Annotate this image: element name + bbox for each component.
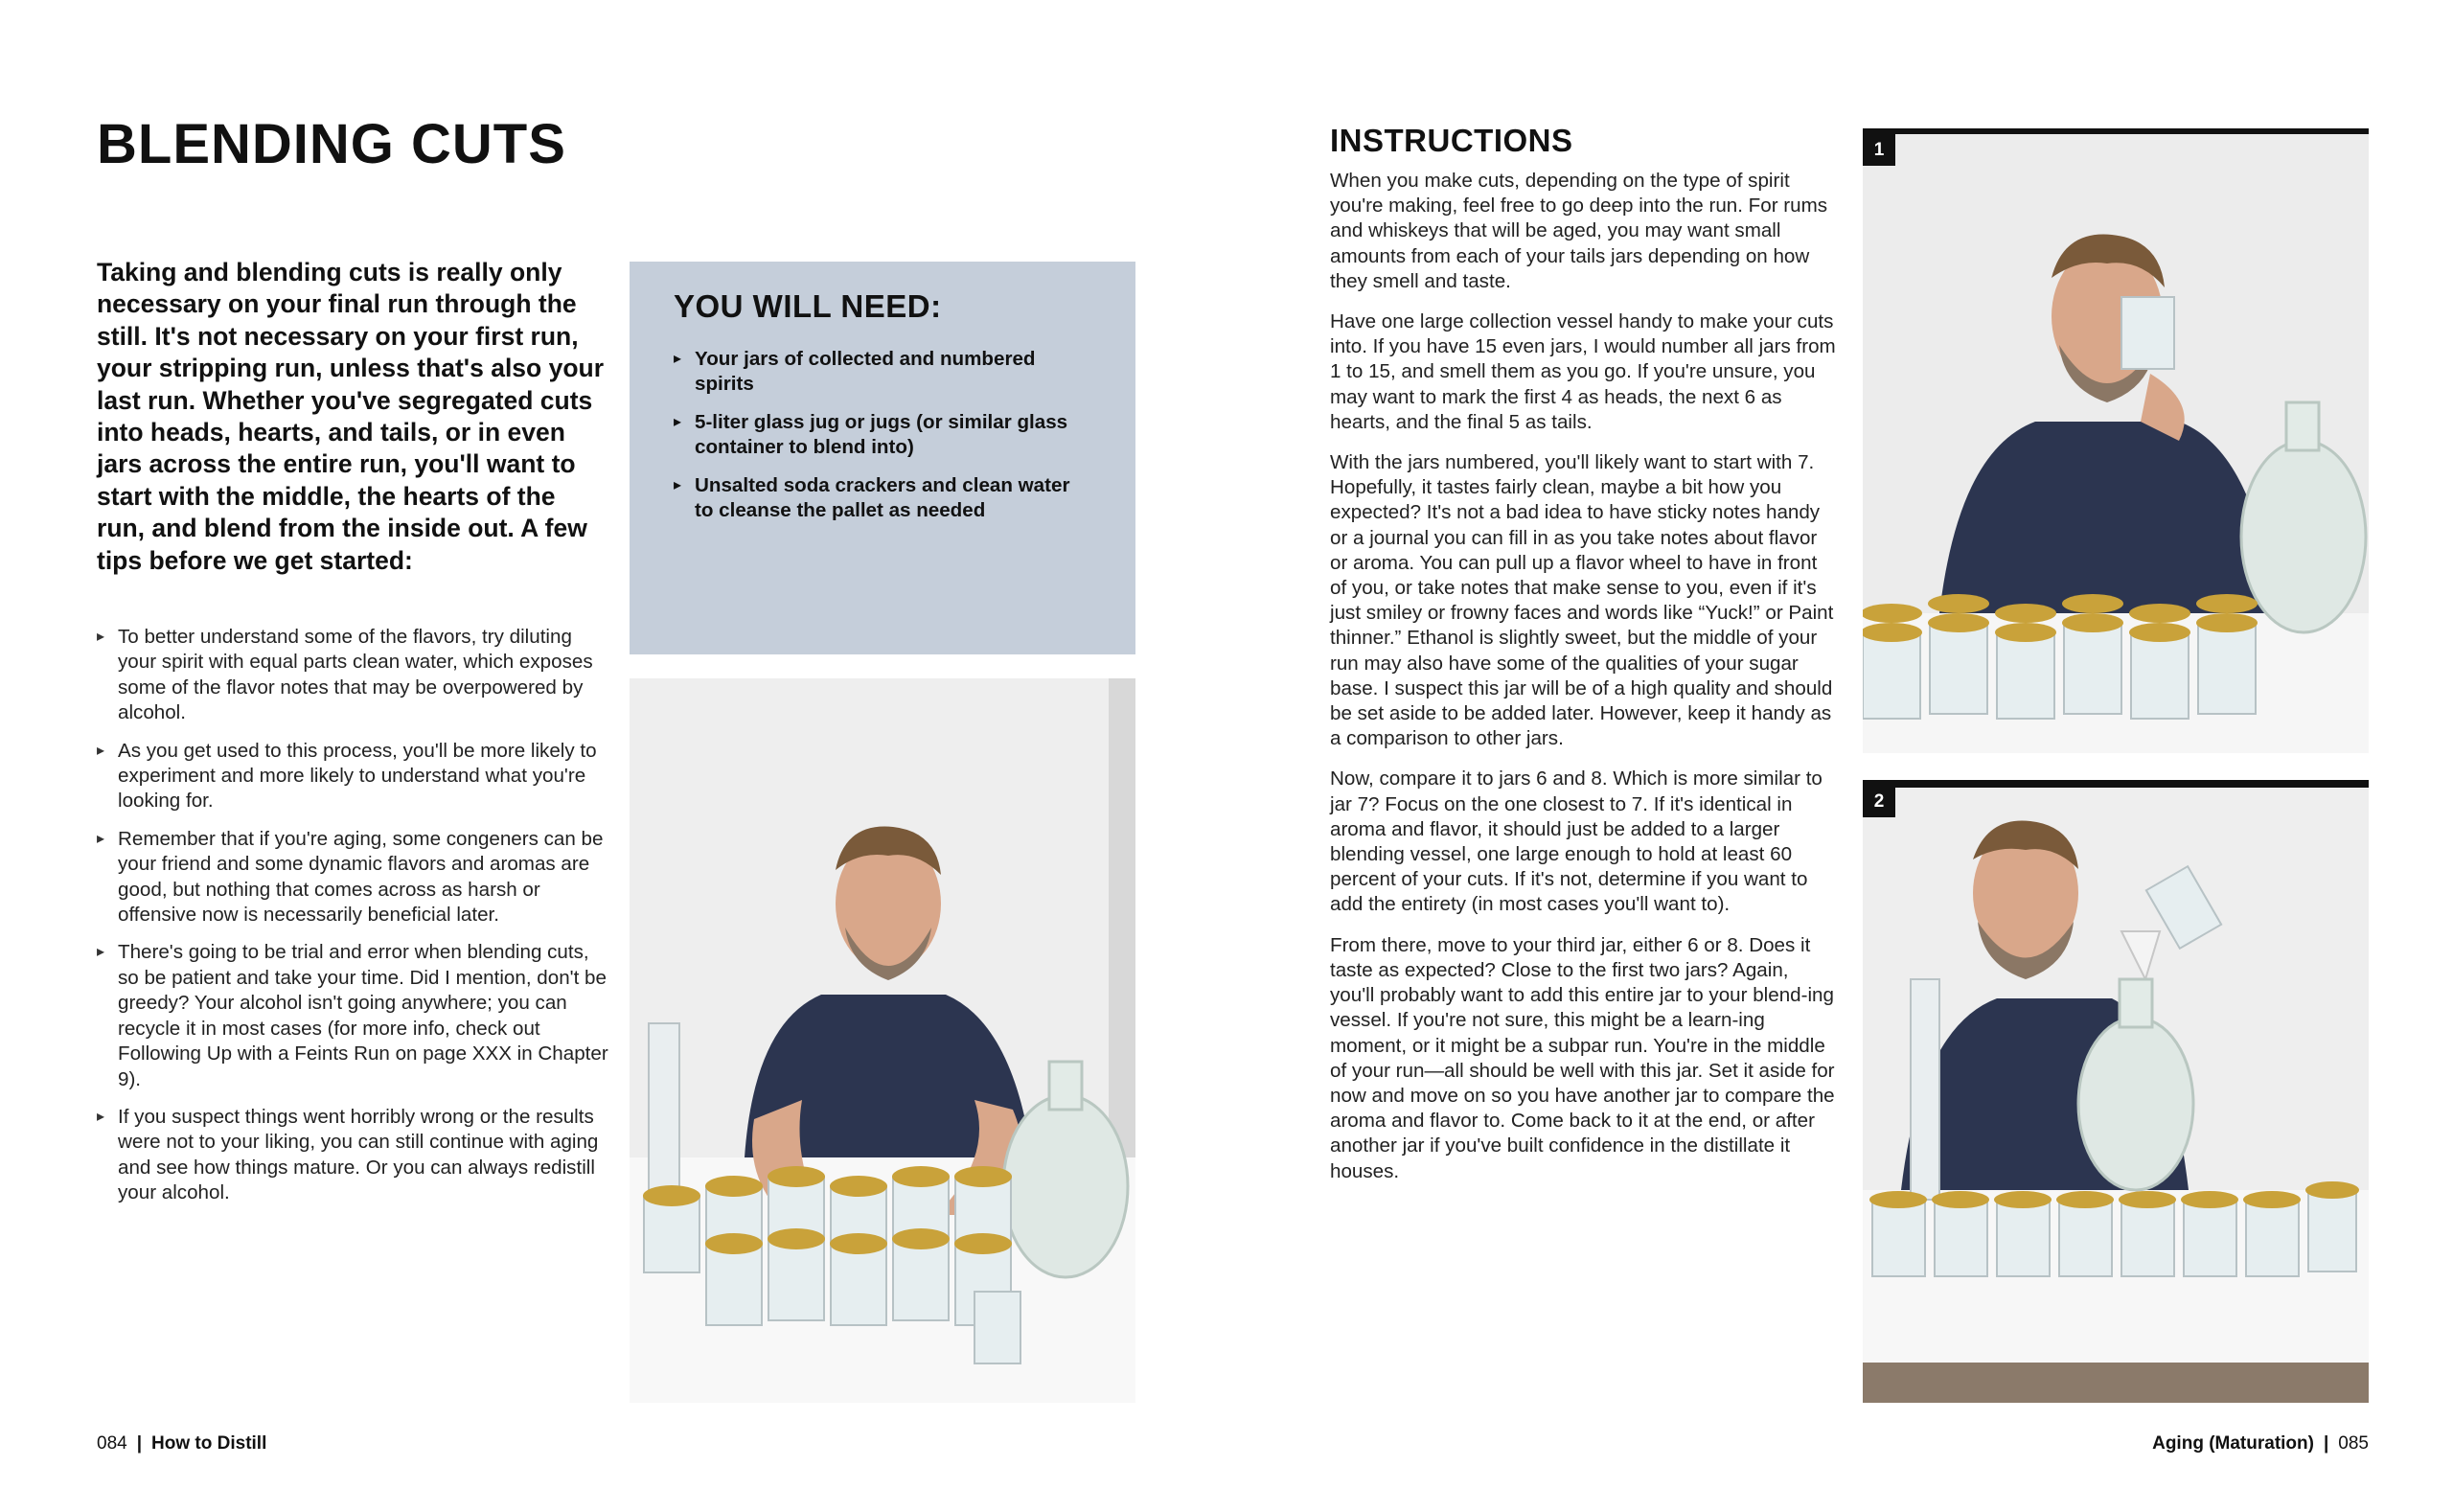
step-1-label: 1	[1863, 134, 1895, 166]
tips-list	[97, 625, 614, 1219]
tip-item: ▸ There's going to be trial and error when blending cuts, so be patient and take your time. Did I mention, don't be greedy? Your alcohol isn't going anywhere; you can recycle it in most cases (for more info, check out Following Up with a Feints Run on page XXX in Chapter 9).	[97, 940, 614, 1091]
need-item: ▸ Your jars of collected and numbered spirits	[674, 347, 1091, 398]
tip-item: ▸ As you get used to this process, you'll be more likely to experiment and more likely to understand what you're looking for.	[97, 739, 614, 814]
page-title: BLENDING CUTS	[97, 113, 566, 175]
chapter-title: Aging (Maturation)	[2152, 1433, 2314, 1454]
footer-separator: |	[136, 1433, 143, 1454]
instruction-paragraph: Now, compare it to jars 6 and 8. Which is more similar to jar 7? Focus on the one closest to 7. If it's identical in aroma and flavor, it should just be added to a larger blending vessel, one large enough to hold at least 60 percent of your cuts. If it's not, determine if you want to add the entirety (in most cases you'll want to).	[1330, 767, 1823, 916]
book-title: How to Distill	[151, 1433, 267, 1454]
instructions-body	[1330, 169, 1838, 1200]
instructions-title: INSTRUCTIONS	[1330, 123, 1573, 158]
page-number-left: 084	[97, 1433, 127, 1454]
need-item: ▸ 5-liter glass jug or jugs (or similar glass container to blend into)	[674, 410, 1091, 461]
footer-separator: |	[2323, 1433, 2329, 1454]
you-will-need-title: YOU WILL NEED:	[674, 288, 942, 324]
photo-step-2-pouring	[1863, 788, 2369, 1403]
instruction-paragraph: Have one large collection vessel handy to make your cuts into. If you have 15 even jars, I would number all jars from 1 to 15, and smell them as you go. If you're unsure, you may want to mark the first 4 as heads, the next 6 as hearts, and the final 5 as tails.	[1330, 310, 1836, 433]
you-will-need-box	[630, 262, 1135, 654]
step-2-rule	[1863, 780, 2369, 788]
footer-right	[2152, 1434, 2369, 1453]
instruction-paragraph: From there, move to your third jar, either 6 or 8. Does it taste as expected? Close to the first two jars? Again, you'll probably want to add this entire jar to your blend-ing vessel. If you're not sure, this might be a learn-ing moment, or it might be a subpar run. You're in the middle of your run—all should be well with this jar. Set it aside for now and move on so you have another jar to compare the aroma and flavor to. Come back to it at the end, or after another jar if you've built confidence in the distillate it houses.	[1330, 933, 1835, 1182]
step-2-label: 2	[1863, 786, 1895, 817]
instruction-paragraph: With the jars numbered, you'll likely want to start with 7. Hopefully, it tastes fairly clean, maybe a bit how you expected? It's not a bad idea to have sticky notes handy or a journal you can fill in as you take notes about flavor or aroma. You can pull up a flavor wheel to have in front of you, or take notes that make sense to you, even if it's just smiley or frowny faces and words like “Yuck!” or Paint thinner.” Ethanol is slightly sweet, but the middle of your run may also have some of the qualities of your sugar base. I suspect this jar will be of a high quality and should be set aside to be added later. However, keep it handy as a comparison to other jars.	[1330, 451, 1834, 750]
page-number-right: 085	[2338, 1433, 2369, 1454]
tip-item: ▸ Remember that if you're aging, some congeners can be your friend and some dynamic flavors and aromas are good, but nothing that comes across as harsh or offensive now is necessarily beneficial later.	[97, 827, 614, 928]
you-will-need-list	[674, 347, 1091, 523]
tip-item: ▸ If you suspect things went horribly wrong or the results were not to your liking, you can still continue with aging and see how things mature. Or you can always redistill your alcohol.	[97, 1105, 614, 1206]
footer-left	[97, 1434, 266, 1453]
tip-item: ▸ To better understand some of the flavors, try diluting your spirit with equal parts clean water, which exposes some of the flavor notes that may be overpowered by alcohol.	[97, 625, 614, 726]
photo-step-1-smelling-jar	[1863, 134, 2369, 753]
lead-paragraph: Taking and blending cuts is really only necessary on your final run through the still. It's not necessary on your first run, your stripping run, unless that's also your last run. Whether you've segregated cuts into heads, hearts, and tails, or in even jars across the entire run, you'll want to start with the middle, the hearts of the run, and blend from the inside out. A few tips before we get started:	[97, 258, 605, 575]
photo-man-arranging-jars	[630, 678, 1135, 1403]
instruction-paragraph: When you make cuts, depending on the type of spirit you're making, feel free to go deep into the run. For rums and whiskeys that will be aged, you may want small amounts from each of your tails jars depending on how they smell and taste.	[1330, 170, 1828, 292]
need-item: ▸ Unsalted soda crackers and clean water to cleanse the pallet as needed	[674, 473, 1091, 524]
